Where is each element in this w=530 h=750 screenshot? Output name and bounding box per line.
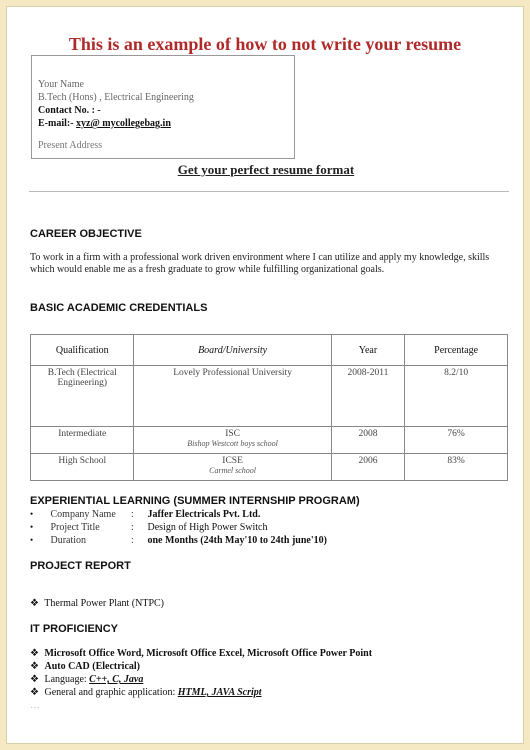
language-label: Language: — [44, 674, 87, 685]
cell-percentage: 83% — [405, 454, 508, 481]
item-value: one Months (24th May'10 to 24th june'10) — [147, 535, 327, 546]
diamond-bullet-icon: ❖ — [30, 648, 39, 659]
bullet-icon: • — [30, 535, 34, 545]
board-school: Bishop Westcott boys school — [187, 439, 278, 448]
col-board: Board/University — [134, 335, 331, 366]
col-percentage: Percentage — [405, 335, 508, 366]
academics-heading: BASIC ACADEMIC CREDENTIALS — [30, 302, 208, 314]
cell-year: 2008 — [331, 427, 404, 454]
diamond-bullet-icon: ❖ — [30, 687, 39, 698]
board-name: ICSE — [222, 456, 243, 466]
cell-board — [134, 427, 331, 454]
item-key: Duration — [50, 535, 87, 546]
cell-board — [134, 454, 331, 481]
item-sep: : — [131, 509, 134, 520]
general-value: HTML, JAVA Script — [177, 687, 262, 698]
table-row — [31, 454, 508, 481]
bullet-icon: • — [30, 522, 34, 532]
it-list — [30, 647, 372, 699]
item-value: Design of High Power Switch — [147, 522, 268, 533]
cell-board: Lovely Professional University — [134, 366, 331, 427]
project-item: Thermal Power Plant (NTPC) — [44, 598, 164, 609]
item-value: Jaffer Electricals Pvt. Ltd. — [147, 509, 261, 520]
it-item: Auto CAD (Electrical) — [44, 661, 140, 672]
item-sep: : — [131, 535, 134, 546]
academics-table — [30, 334, 508, 481]
contact-email-row — [38, 117, 294, 130]
list-item — [30, 647, 372, 660]
bullet-icon: • — [30, 509, 34, 519]
item-sep: : — [131, 522, 134, 533]
internship-heading: EXPERIENTIAL LEARNING (SUMMER INTERNSHIP PROGRAM) — [30, 495, 360, 507]
item-key: Company Name — [50, 509, 116, 520]
general-label: General and graphic application: — [44, 687, 176, 698]
cell-year: 2008-2011 — [331, 366, 404, 427]
cell-year: 2006 — [331, 454, 404, 481]
language-value: C++, C, Java — [89, 674, 144, 685]
board-school: Carmel school — [209, 466, 257, 475]
contact-box — [31, 55, 295, 159]
list-item — [30, 597, 164, 610]
item-key: Project Title — [50, 522, 100, 533]
list-item — [30, 686, 372, 699]
list-item — [30, 660, 372, 673]
subtitle-text[interactable]: Get your perfect resume format — [177, 162, 355, 177]
resume-page — [6, 6, 524, 744]
contact-degree: B.Tech (Hons) , Electrical Engineering — [38, 92, 194, 103]
cell-percentage: 76% — [405, 427, 508, 454]
diamond-bullet-icon: ❖ — [30, 598, 39, 609]
page-title: This is an example of how to not write your resume — [68, 34, 462, 54]
list-item — [30, 521, 327, 534]
table-row — [31, 366, 508, 427]
email-label: E-mail:- — [38, 118, 74, 129]
list-item — [30, 534, 327, 547]
col-year: Year — [331, 335, 404, 366]
diamond-bullet-icon: ❖ — [30, 661, 39, 672]
list-item — [30, 508, 327, 521]
cell-qualification: High School — [31, 454, 134, 481]
list-item — [30, 673, 372, 686]
internship-list — [30, 508, 327, 547]
contact-address: Present Address — [38, 140, 103, 151]
subtitle — [6, 162, 524, 178]
email-link[interactable]: xyz@ mycollegebag.in — [76, 118, 171, 129]
it-heading: IT PROFICIENCY — [30, 623, 119, 635]
diamond-bullet-icon: ❖ — [30, 674, 39, 685]
divider — [29, 191, 509, 192]
cell-qualification: Intermediate — [31, 427, 134, 454]
cell-percentage: 8.2/10 — [405, 366, 508, 427]
table-row — [31, 427, 508, 454]
it-item: Microsoft Office Word, Microsoft Office Excel, Microsoft Office Power Point — [44, 648, 373, 659]
career-text: To work in a firm with a professional work driven environment where I can utilize and apply my knowledge, skills which would enable me as a fresh graduate to grow while fulfilling organizational goals. — [30, 252, 490, 275]
contact-phone-label: Contact No. : - — [38, 105, 101, 116]
project-list — [30, 597, 164, 610]
col-qualification: Qualification — [31, 335, 134, 366]
table-header-row — [31, 335, 508, 366]
project-heading: PROJECT REPORT — [30, 560, 131, 572]
career-heading: CAREER OBJECTIVE — [30, 228, 142, 240]
board-name: ISC — [225, 429, 240, 439]
cell-qualification: B.Tech (Electrical Engineering) — [31, 366, 134, 427]
contact-name: Your Name — [38, 79, 84, 90]
footer-faint-text: … — [30, 700, 40, 711]
